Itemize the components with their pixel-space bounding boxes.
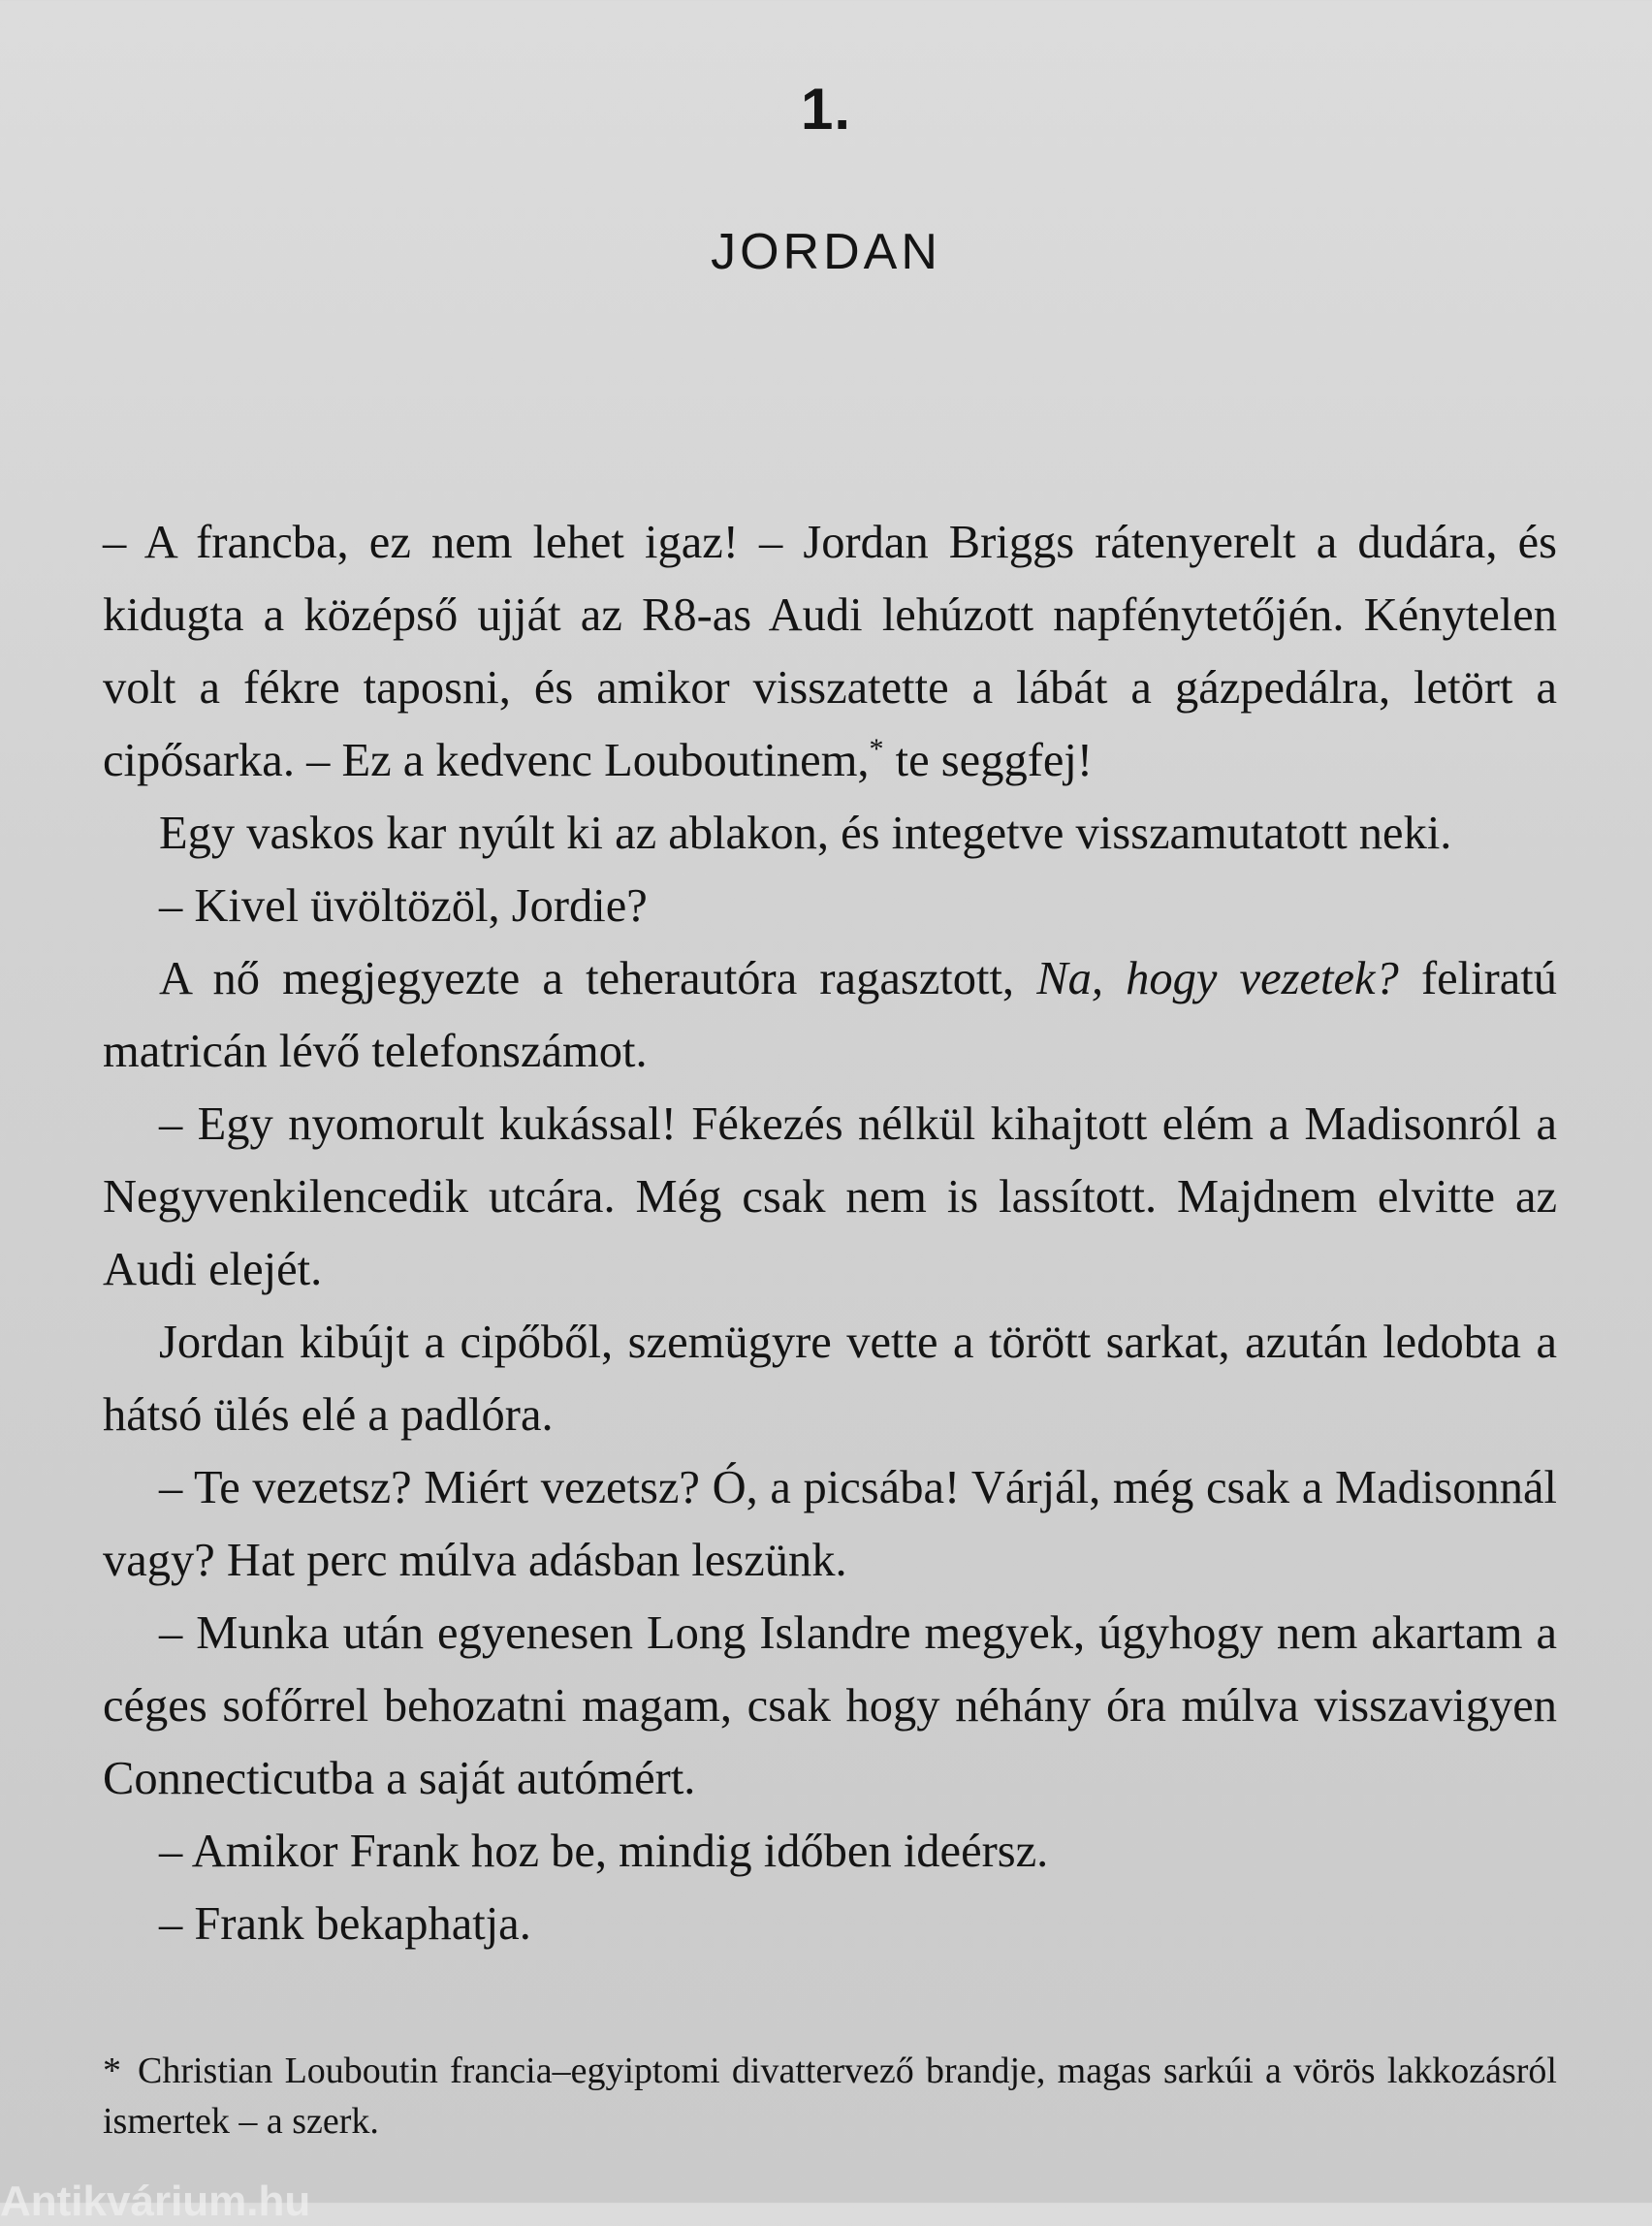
paragraph <box>103 1888 1557 1960</box>
paragraph-text: Jordan kibújt a cipőből, szemügyre vette a törött sarkat, azután ledobta a hátsó ülés elé a padlóra. <box>103 1317 1557 1441</box>
paragraph-text: te seggfej! <box>883 735 1094 786</box>
footnote-reference: * <box>869 733 884 765</box>
paragraph-text: – Munka után egyenesen Long Islandre megyek, úgyhogy nem akartam a céges sofőrrel behozatni magam, csak hogy néhány óra múlva visszavigyen Connecticutba a saját autómért. <box>103 1607 1557 1804</box>
chapter-body-text <box>103 506 1557 1960</box>
chapter-title: JORDAN <box>711 224 941 280</box>
paragraph-text: – Kivel üvöltözöl, Jordie? <box>159 880 648 932</box>
paragraph-text: – Frank bekaphatja. <box>159 1898 531 1950</box>
watermark: Antikvárium.hu <box>0 2178 311 2225</box>
footnote-mark: * <box>103 2051 121 2091</box>
footnote-text: Christian Louboutin francia–egyiptomi divattervező brandje, magas sarkúi a vörös lakkozásról ismertek – a szerk. <box>103 2051 1557 2142</box>
paragraph-text: – Amikor Frank hoz be, mindig időben ideérsz. <box>159 1826 1049 1877</box>
paragraph <box>103 797 1557 870</box>
paragraph <box>103 1451 1557 1597</box>
paragraph-text: – A francba, ez nem lehet igaz! – Jordan Briggs rátenyerelt a dudára, és kidugta a középső ujját az R8-as Audi lehúzott napfénytetőjén. Kénytelen volt a fékre taposni, és amikor visszatette a lábát a gázpedálra, letört a cipősarka. – Ez a kedvenc Louboutinem, <box>103 517 1557 786</box>
paragraph-text: feliratú matricán lévő telefonszámot. <box>103 953 1557 1077</box>
paragraph <box>103 1306 1557 1451</box>
footnote <box>103 2046 1557 2146</box>
paragraph <box>103 870 1557 942</box>
paragraph <box>103 1088 1557 1306</box>
italic-text: Na, hogy vezetek? <box>1036 953 1399 1004</box>
paragraph <box>103 1815 1557 1888</box>
paragraph-text: Egy vaskos kar nyúlt ki az ablakon, és integetve visszamutatott neki. <box>159 808 1452 859</box>
paragraph-text: – Te vezetsz? Miért vezetsz? Ó, a picsába! Várjál, még csak a Madisonnál vagy? Hat perc múlva adásban leszünk. <box>103 1462 1557 1586</box>
paragraph <box>103 1597 1557 1815</box>
paragraph <box>103 506 1557 797</box>
chapter-number: 1. <box>800 77 852 142</box>
paragraph-text: – Egy nyomorult kukással! Fékezés nélkül kihajtott elém a Madisonról a Negyvenkilencedik utcára. Még csak nem is lassított. Majdnem elvitte az Audi elejét. <box>103 1098 1557 1295</box>
paragraph <box>103 942 1557 1088</box>
paragraph-text: A nő megjegyezte a teherautóra ragasztott, <box>159 953 1037 1004</box>
